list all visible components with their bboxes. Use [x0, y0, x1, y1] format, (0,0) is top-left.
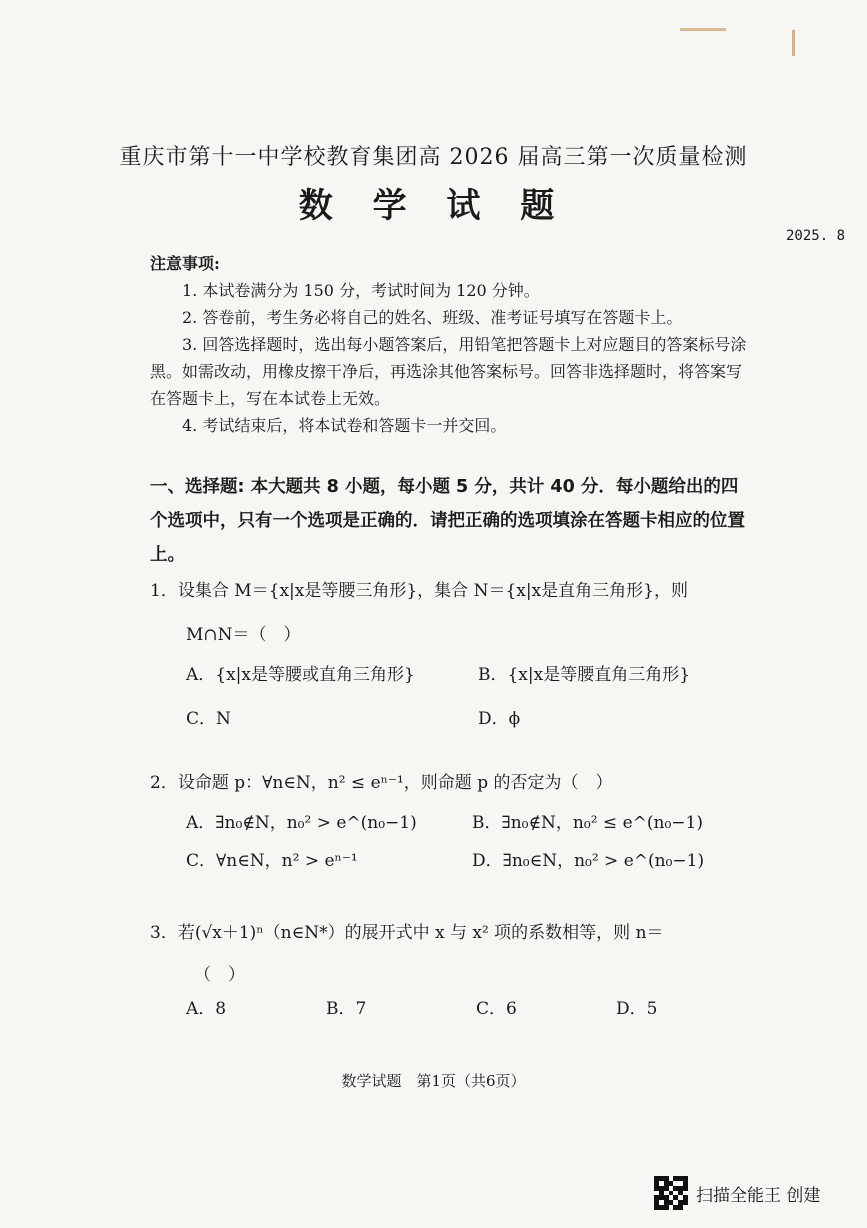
instructions — [150, 250, 750, 439]
question-1-stem: 1．设集合 M＝{x|x是等腰三角形}，集合 N＝{x|x是直角三角形}，则 — [150, 581, 688, 601]
instruction-item: 3. 回答选择题时，选出每小题答案后，用铅笔把答题卡上对应题目的答案标号涂黑。如需改动，用橡皮擦干净后，再选涂其他答案标号。回答非选择题时，将答案写在答题卡上，写在本试卷上无效。 — [150, 335, 747, 408]
instruction-item: 1. 本试卷满分为 150 分，考试时间为 120 分钟。 — [182, 281, 540, 300]
question-3-stem-cont: （ ） — [194, 965, 245, 985]
question-2-option-b[interactable]: B．∃n₀∉N，n₀² ≤ e^(n₀−1) — [472, 813, 703, 833]
scanner-watermark — [654, 1176, 820, 1210]
scan-mark — [792, 30, 795, 56]
instructions-title: 注意事项: — [150, 254, 220, 273]
instruction-item: 4. 考试结束后，将本试卷和答题卡一并交回。 — [182, 416, 507, 435]
question-3-option-c[interactable]: C．6 — [476, 999, 517, 1019]
question-2-option-c[interactable]: C．∀n∈N，n² > eⁿ⁻¹ — [186, 851, 358, 871]
question-3-option-a[interactable]: A．8 — [186, 999, 227, 1019]
page-footer: 数学试题 第1页（共6页） — [341, 1072, 526, 1090]
school-line: 重庆市第十一中学校教育集团高 2026 届高三第一次质量检测 — [119, 145, 748, 170]
section-heading: 一、选择题: 本大题共 8 小题，每小题 5 分，共计 40 分．每小题给出的四个选项中，只有一个选项是正确的．请把正确的选项填涂在答题卡相应的位置上。 — [150, 477, 745, 565]
instruction-item: 2. 答卷前，考生务必将自己的姓名、班级、准考证号填写在答题卡上。 — [182, 308, 683, 327]
question-1-option-d[interactable]: D．ϕ — [478, 709, 521, 729]
question-2-option-a[interactable]: A．∃n₀∉N，n₀² > e^(n₀−1) — [186, 813, 417, 833]
question-2-stem: 2．设命题 p：∀n∈N，n² ≤ eⁿ⁻¹，则命题 p 的否定为（ ） — [150, 773, 613, 793]
watermark-text: 扫描全能王 创建 — [696, 1185, 821, 1206]
question-2-option-d[interactable]: D．∃n₀∈N，n₀² > e^(n₀−1) — [472, 851, 705, 871]
question-1-option-c[interactable]: C．N — [186, 709, 231, 729]
question-1-option-a[interactable]: A．{x|x是等腰或直角三角形} — [186, 665, 415, 685]
scan-mark — [680, 28, 726, 31]
question-1-option-b[interactable]: B．{x|x是等腰直角三角形} — [478, 665, 691, 685]
question-3-option-d[interactable]: D．5 — [616, 999, 658, 1019]
exam-title: 数 学 试 题 — [298, 186, 569, 226]
exam-date: 2025. 8 — [786, 228, 846, 244]
qr-code-icon — [654, 1176, 688, 1210]
question-1-stem-cont: M∩N＝（ ） — [186, 625, 301, 645]
question-3-stem: 3．若(√x＋1)ⁿ（n∈N*）的展开式中 x 与 x² 项的系数相等，则 n＝ — [150, 923, 664, 943]
question-3-option-b[interactable]: B．7 — [326, 999, 367, 1019]
